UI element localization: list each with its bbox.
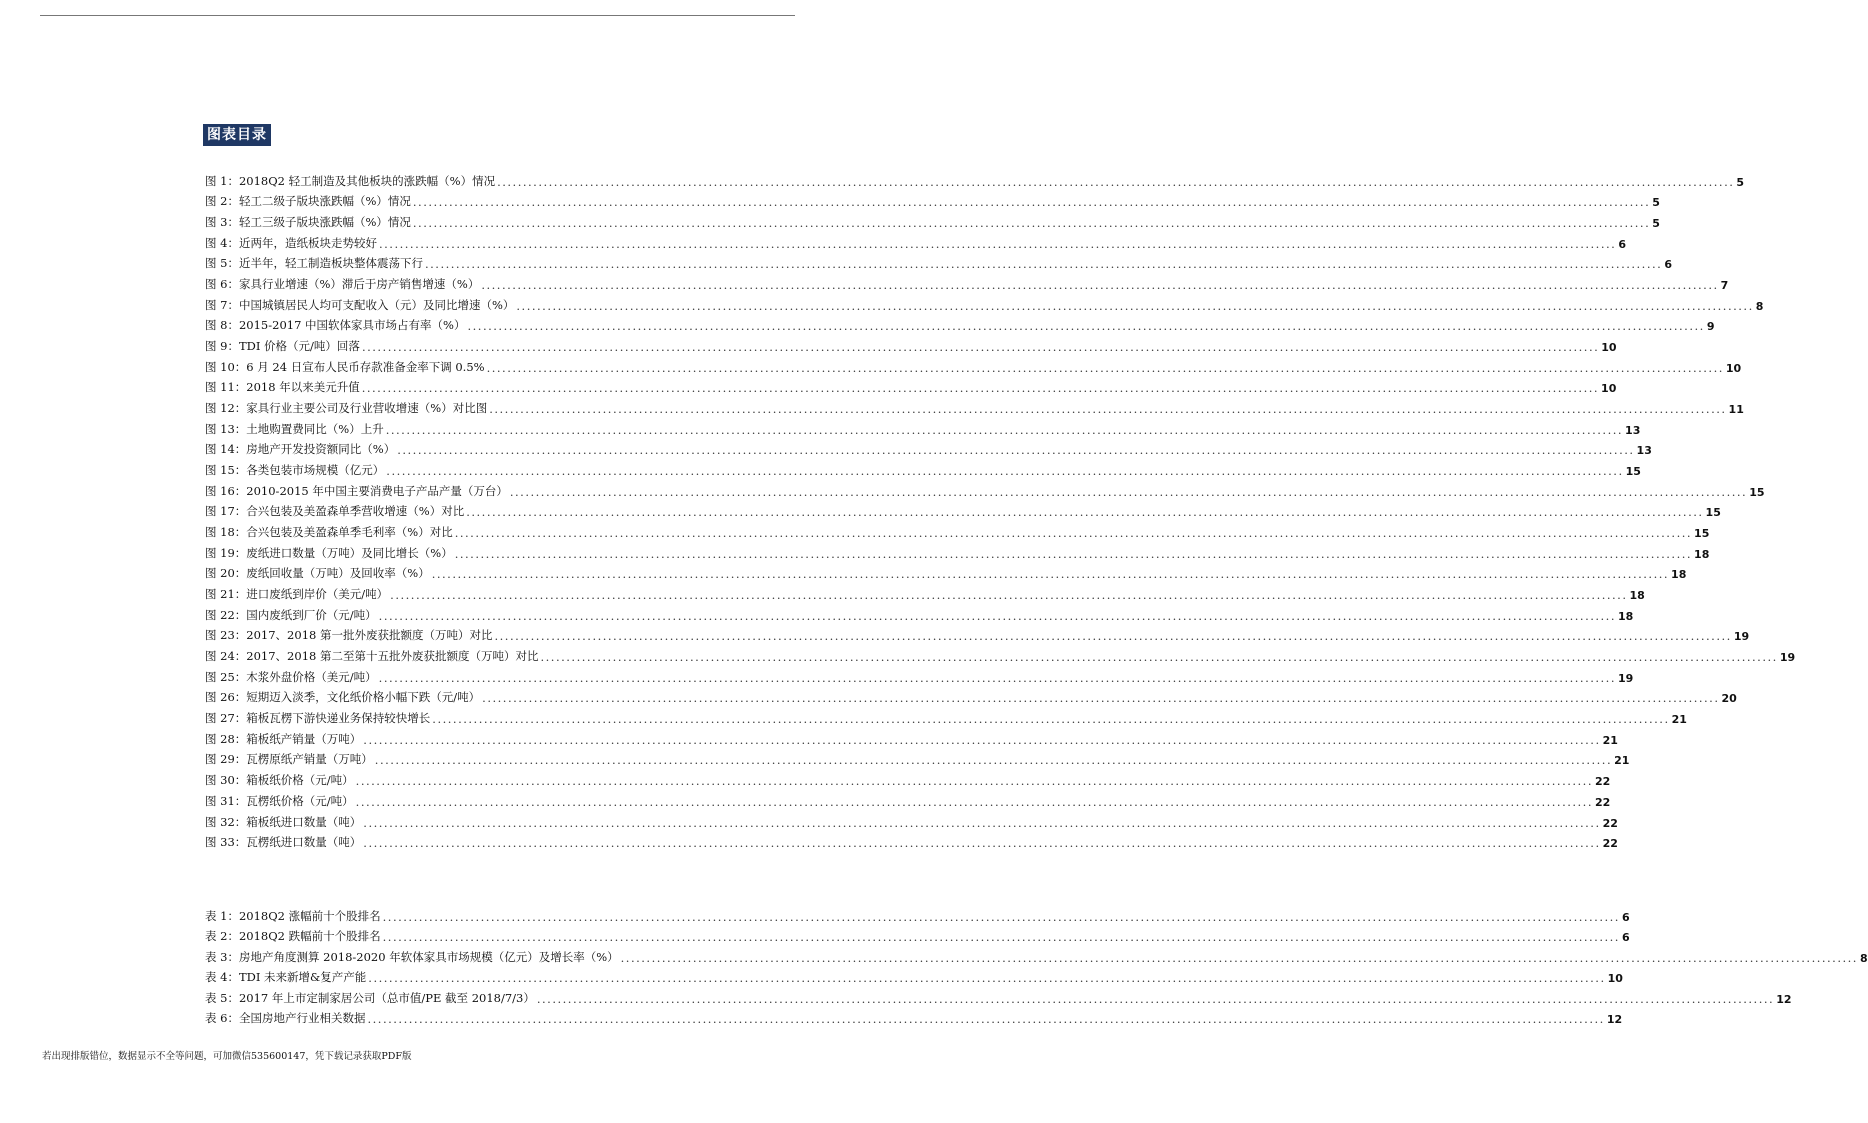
figure-entry-page-number: 9 [1706, 320, 1715, 334]
dot-leader [390, 588, 1627, 602]
figure-entry-page-number: 19 [1733, 630, 1750, 644]
figure-entry-page-number: 22 [1595, 795, 1611, 809]
figure-entry[interactable] [205, 251, 1672, 272]
dot-leader [383, 930, 1620, 944]
dot-leader [425, 257, 1662, 271]
table-entry-page-number: 8 [1859, 951, 1868, 965]
figure-entry-page-number: 15 [1625, 465, 1641, 479]
figure-entry-page-number: 13 [1625, 423, 1641, 437]
figure-entry-page-number: 5 [1736, 175, 1745, 189]
figure-entry[interactable] [205, 189, 1660, 210]
figure-entry[interactable] [205, 561, 1687, 582]
figure-entry-title: 图 9：TDI 价格（元/吨）回落 [205, 339, 360, 354]
figure-entry-title: 图 18：合兴包装及美盈森单季毛利率（%）对比 [205, 525, 453, 540]
dot-leader [413, 195, 1650, 209]
header-rule [40, 15, 795, 16]
dot-leader [363, 816, 1600, 830]
figure-entry-title: 图 28：箱板纸产销量（万吨） [205, 731, 362, 746]
figure-entry[interactable] [205, 623, 1750, 644]
figure-entry[interactable] [205, 643, 1796, 665]
table-entry-page-number: 6 [1621, 910, 1630, 924]
figure-entry-title: 图 8：2015-2017 中国软体家具市场占有率（%） [205, 318, 466, 333]
dot-leader [362, 340, 1599, 354]
figure-entry-title: 图 2：轻工二级子版块涨跌幅（%）情况 [205, 194, 411, 209]
figure-entry-page-number: 7 [1720, 279, 1729, 293]
figure-entry-page-number: 6 [1664, 258, 1672, 272]
figure-entry[interactable] [205, 395, 1744, 417]
dot-leader [386, 423, 1623, 437]
figure-entry-page-number: 8 [1755, 299, 1764, 313]
figure-entry[interactable] [205, 809, 1618, 830]
dot-leader [432, 712, 1669, 726]
table-entry[interactable] [205, 965, 1623, 986]
figure-entry-page-number: 21 [1602, 733, 1618, 747]
dot-leader [466, 505, 1703, 519]
figure-entry-title: 图 16：2010-2015 年中国主要消费电子产品产量（万台） [205, 483, 508, 498]
dot-leader [379, 237, 1616, 251]
figure-entry[interactable] [205, 747, 1630, 768]
figure-entry-page-number: 6 [1618, 237, 1626, 251]
dot-leader [467, 319, 1704, 333]
dot-leader [494, 629, 1731, 643]
figure-entry-title: 图 25：木浆外盘价格（美元/吨） [205, 669, 377, 684]
table-entry-title: 表 5：2017 年上市定制家居公司（总市值/PE 截至 2018/7/3） [205, 990, 535, 1005]
dot-leader [487, 361, 1724, 375]
figure-entry-title: 图 15：各类包装市场规模（亿元） [205, 463, 385, 478]
figure-entry[interactable] [205, 705, 1687, 727]
figure-entry-title: 图 33：瓦楞纸进口数量（吨） [205, 835, 362, 850]
dot-leader [386, 464, 1623, 478]
figure-entry[interactable] [205, 767, 1611, 789]
figure-entry[interactable] [205, 457, 1641, 479]
dot-leader [397, 443, 1634, 457]
figure-entry-title: 图 1：2018Q2 轻工制造及其他板块的涨跌幅（%）情况 [205, 173, 496, 188]
figure-entry[interactable] [205, 437, 1652, 458]
dot-leader [621, 951, 1858, 965]
figure-entry-title: 图 3：轻工三级子版块涨跌幅（%）情况 [205, 215, 411, 230]
footer-note: 若出现排版错位，数据显示不全等问题，可加微信535600147，凭下载记录获取PDF版 [42, 1051, 412, 1062]
figure-entry-title: 图 10：6 月 24 日宣布人民币存款准备金率下调 0.5% [205, 359, 485, 374]
figure-entry-page-number: 18 [1618, 609, 1634, 623]
figure-entry[interactable] [205, 726, 1618, 747]
dot-leader [363, 733, 1600, 747]
dot-leader [510, 485, 1747, 499]
figure-entry-page-number: 10 [1601, 382, 1617, 396]
figure-entry-page-number: 10 [1601, 341, 1617, 355]
figure-entry[interactable] [205, 313, 1715, 334]
figure-entry[interactable] [205, 519, 1710, 541]
figure-entry-page-number: 21 [1614, 754, 1630, 768]
figure-entry-title: 图 14：房地产开发投资额同比（%） [205, 442, 396, 457]
figure-entry-title: 图 30：箱板纸价格（元/吨） [205, 773, 354, 788]
figure-entry-page-number: 15 [1705, 506, 1721, 520]
figure-entry-page-number: 19 [1779, 651, 1796, 665]
table-entry-title: 表 3：房地产角度测算 2018-2020 年软体家具市场规模（亿元）及增长率（%） [205, 949, 619, 964]
figure-entry-title: 图 22：国内废纸到厂价（元/吨） [205, 607, 377, 622]
figure-entry-title: 图 11：2018 年以来美元升值 [205, 380, 360, 395]
dot-leader [379, 609, 1616, 623]
figure-entry[interactable] [205, 375, 1617, 396]
figure-list [205, 168, 1796, 851]
figure-entry[interactable] [205, 333, 1617, 355]
figure-entry-page-number: 19 [1618, 671, 1634, 685]
dot-leader [368, 971, 1605, 985]
figure-entry-title: 图 4：近两年，造纸板块走势较好 [205, 235, 377, 250]
figure-entry-page-number: 20 [1721, 692, 1737, 706]
figure-entry-page-number: 22 [1595, 775, 1611, 789]
dot-leader [497, 175, 1734, 189]
dot-leader [489, 402, 1726, 416]
table-entry[interactable] [205, 1006, 1623, 1027]
figure-entry-title: 图 31：瓦楞纸价格（元/吨） [205, 793, 354, 808]
figure-entry[interactable] [205, 271, 1729, 293]
table-entry-title: 表 2：2018Q2 跌幅前十个股排名 [205, 929, 381, 943]
dot-leader [413, 216, 1650, 230]
figure-entry-page-number: 22 [1602, 837, 1618, 851]
figure-entry-page-number: 15 [1749, 485, 1765, 499]
figure-entry-title: 图 24：2017、2018 第二至第十五批外废获批额度（万吨）对比 [205, 649, 539, 664]
figure-entry-title: 图 27：箱板瓦楞下游快递业务保持较快增长 [205, 711, 431, 726]
toc-heading: 图表目录 [203, 124, 271, 146]
figure-entry-title: 图 21：进口废纸到岸价（美元/吨） [205, 587, 389, 602]
figure-entry-title: 图 7：中国城镇居民人均可支配收入（元）及同比增速（%） [205, 297, 515, 312]
figure-entry-page-number: 10 [1725, 361, 1742, 375]
dot-leader [362, 381, 1599, 395]
figure-entry-title: 图 12：家具行业主要公司及行业营收增速（%）对比图 [205, 401, 488, 416]
figure-entry-page-number: 22 [1602, 816, 1618, 830]
figure-entry-title: 图 6：家具行业增速（%）滞后于房产销售增速（%） [205, 277, 480, 292]
table-entry[interactable] [205, 944, 1868, 965]
figure-entry[interactable] [205, 540, 1710, 561]
table-entry[interactable] [205, 985, 1792, 1006]
dot-leader [540, 650, 1777, 664]
figure-entry[interactable] [205, 581, 1645, 603]
dot-leader [383, 910, 1620, 924]
dot-leader [432, 567, 1669, 581]
figure-entry-title: 图 5：近半年，轻工制造板块整体震荡下行 [205, 256, 423, 271]
dot-leader [375, 753, 1612, 767]
table-entry-title: 表 4：TDI 未来新增&复产产能 [205, 970, 367, 984]
figure-entry[interactable] [205, 230, 1626, 251]
table-entry-title: 表 6：全国房地产行业相关数据 [205, 1011, 366, 1025]
dot-leader [482, 691, 1719, 705]
figure-entry-title: 图 23：2017、2018 第一批外废获批额度（万吨）对比 [205, 628, 493, 643]
figure-entry[interactable] [205, 354, 1742, 375]
figure-entry-title: 图 20：废纸回收量（万吨）及回收率（%） [205, 566, 430, 581]
figure-entry-title: 图 32：箱板纸进口数量（吨） [205, 814, 362, 829]
table-entry-page-number: 10 [1607, 972, 1623, 985]
figure-entry-page-number: 18 [1694, 547, 1710, 561]
figure-entry[interactable] [205, 168, 1745, 189]
dot-leader [516, 299, 1753, 313]
table-entry-page-number: 12 [1776, 992, 1792, 1006]
table-entry[interactable] [205, 924, 1630, 945]
figure-entry[interactable] [205, 788, 1611, 809]
dot-leader [455, 547, 1692, 561]
figure-entry-page-number: 18 [1671, 568, 1687, 582]
figure-entry-page-number: 5 [1652, 196, 1660, 210]
figure-entry-page-number: 13 [1636, 444, 1652, 458]
figure-entry[interactable] [205, 685, 1737, 706]
figure-entry-page-number: 11 [1728, 403, 1744, 417]
dot-leader [363, 836, 1600, 850]
figure-entry-page-number: 18 [1629, 589, 1645, 603]
figure-entry[interactable] [205, 499, 1721, 520]
figure-entry-title: 图 19：废纸进口数量（万吨）及同比增长（%） [205, 545, 453, 560]
figure-entry[interactable] [205, 830, 1618, 851]
figure-entry[interactable] [205, 664, 1634, 685]
dot-leader [379, 671, 1616, 685]
dot-leader [537, 992, 1774, 1006]
figure-entry[interactable] [205, 292, 1764, 313]
figure-entry[interactable] [205, 602, 1634, 623]
figure-entry-page-number: 21 [1671, 713, 1687, 727]
figure-entry-title: 图 26：短期迈入淡季，文化纸价格小幅下跌（元/吨） [205, 690, 481, 705]
figure-entry[interactable] [205, 478, 1765, 499]
figure-entry-page-number: 5 [1652, 217, 1660, 231]
table-list [205, 903, 1868, 1026]
dot-leader [356, 795, 1593, 809]
dot-leader [367, 1012, 1604, 1026]
figure-entry[interactable] [205, 209, 1660, 231]
dot-leader [455, 526, 1692, 540]
figure-entry-title: 图 17：合兴包装及美盈森单季营收增速（%）对比 [205, 504, 465, 519]
table-entry-page-number: 6 [1621, 931, 1630, 944]
table-entry[interactable] [205, 903, 1630, 924]
figure-entry-title: 图 29：瓦楞原纸产销量（万吨） [205, 752, 373, 767]
figure-entry[interactable] [205, 416, 1641, 437]
table-entry-page-number: 12 [1606, 1013, 1623, 1026]
dot-leader [481, 278, 1718, 292]
figure-entry-page-number: 15 [1694, 527, 1710, 541]
figure-entry-title: 图 13：土地购置费同比（%）上升 [205, 421, 384, 436]
table-entry-title: 表 1：2018Q2 涨幅前十个股排名 [205, 908, 381, 923]
dot-leader [356, 774, 1593, 788]
